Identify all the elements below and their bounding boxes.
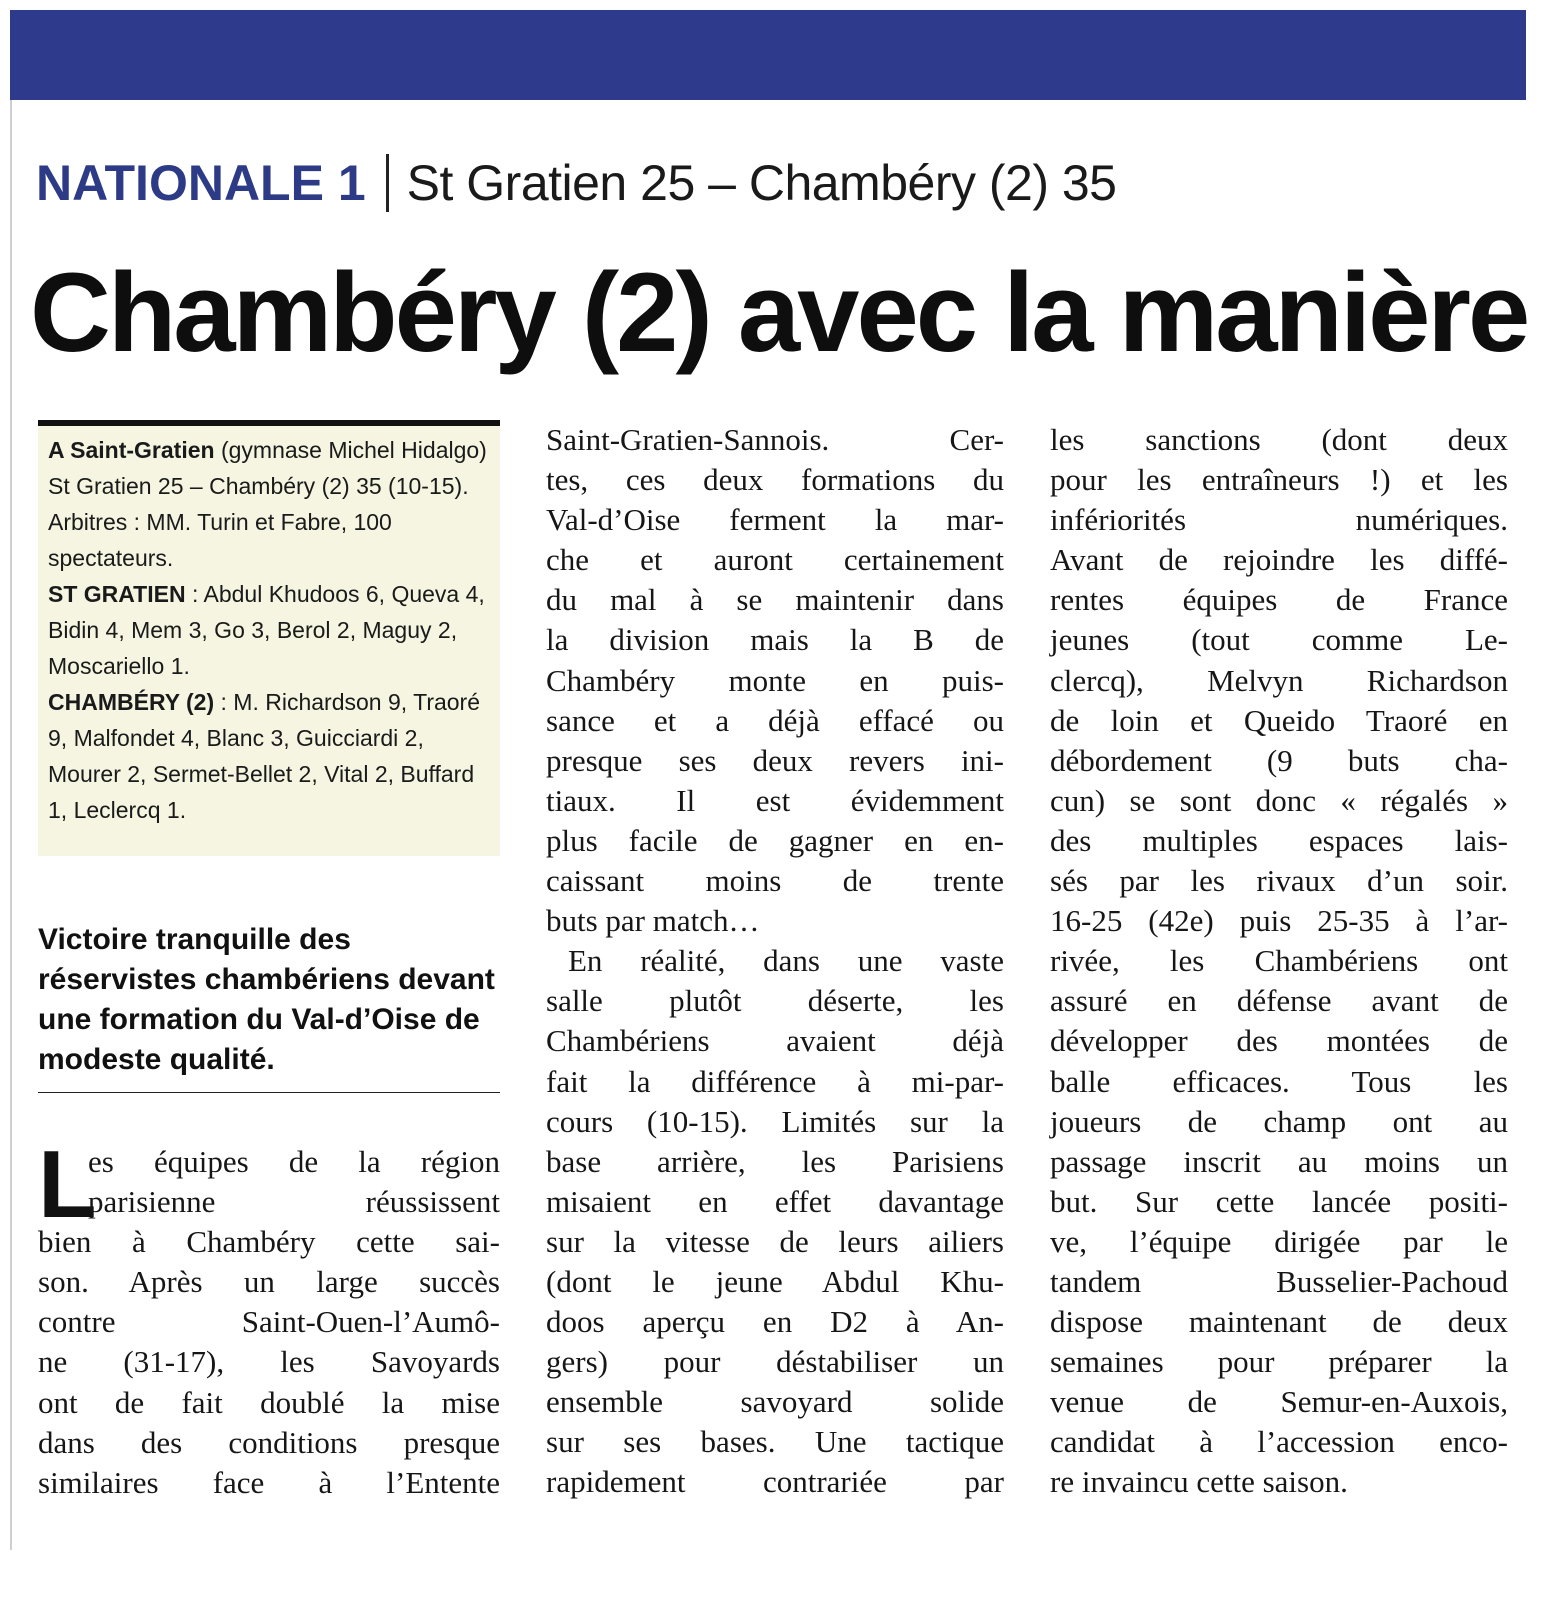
body-line: bien à Chambéry cette sai- [38, 1224, 500, 1260]
body-line: sur la vitesse de leurs ailiers [546, 1223, 1004, 1259]
body-line: tes, ces deux formations du [546, 462, 1004, 498]
body-line: tandem Busselier-Pachoud [1050, 1263, 1508, 1299]
lineup-venue [48, 432, 494, 576]
drop-cap: L [38, 1131, 97, 1238]
team2-label: CHAMBÉRY (2) [48, 689, 215, 715]
body-line: misaient en effet davantage [546, 1183, 1004, 1219]
body-line: caissant moins de trente [546, 863, 1004, 899]
body-line: similaires face à l’Entente [38, 1464, 500, 1500]
body-line: es équipes de la région [88, 1144, 500, 1179]
body-line: passage inscrit au moins un [1050, 1143, 1508, 1179]
body-line: cun) se sont donc « régalés » [1050, 782, 1508, 818]
body-line: Val-d’Oise ferment la mar- [546, 502, 1004, 538]
body-line: tiaux. Il est évidemment [546, 782, 1004, 818]
body-line: des multiples espaces lais- [1050, 822, 1508, 858]
body-line: but. Sur cette lancée positi- [1050, 1183, 1508, 1219]
body-line: Chambériens avaient déjà [546, 1023, 1004, 1059]
body-line: joueurs de champ ont au [1050, 1103, 1508, 1139]
body-line: plus facile de gagner en en- [546, 822, 1004, 858]
body-line: assuré en défense avant de [1050, 983, 1508, 1019]
body-column-2 [546, 420, 1004, 1503]
venue-label: A Saint-Gratien [48, 437, 215, 463]
body-line: sance et a déjà effacé ou [546, 702, 1004, 738]
team1-text: : Abdul Khudoos 6, Queva 4, Bidin 4, Mem 3, Go 3, Berol 2, Maguy 2, Moscariello 1. [48, 581, 485, 679]
body-line: rentes équipes de France [1050, 582, 1508, 618]
body-line: de loin et Queido Traoré en [1050, 702, 1508, 738]
body-line: salle plutôt déserte, les [546, 983, 1004, 1019]
body-line: pour les entraîneurs !) et les [1050, 462, 1508, 498]
body-line: développer des montées de [1050, 1023, 1508, 1059]
body-line: sur ses bases. Une tactique [546, 1424, 1004, 1460]
team2-text: : M. Richardson 9, Traoré 9, Malfondet 4, Blanc 3, Guicciardi 2, Mourer 2, Sermet-Bellet 2, Vital 2, Buffard 1, Leclercq 1. [48, 689, 481, 823]
body-line: son. Après un large succès [38, 1264, 500, 1300]
body-line: Saint-Gratien-Sannois. Cer- [546, 422, 1004, 457]
body-line: che et auront certainement [546, 542, 1004, 578]
body-line: les sanctions (dont deux [1050, 422, 1508, 457]
body-line: balle efficaces. Tous les [1050, 1063, 1508, 1099]
lineup-team1 [48, 576, 494, 684]
body-line: dans des conditions presque [38, 1424, 500, 1460]
body-line: parisienne réussissent [88, 1184, 500, 1220]
kicker-separator [386, 154, 389, 212]
headline: Chambéry (2) avec la manière [30, 250, 1528, 375]
body-line: gers) pour déstabiliser un [546, 1344, 1004, 1380]
body-line: re invaincu cette saison. [1050, 1464, 1348, 1500]
body-line: ensemble savoyard solide [546, 1384, 1004, 1420]
body-column-1 [38, 1131, 500, 1503]
body-line: sés par les rivaux d’un soir. [1050, 863, 1508, 899]
body-line: base arrière, les Parisiens [546, 1143, 1004, 1179]
body-line: cours (10-15). Limités sur la [546, 1103, 1004, 1139]
body-line: dispose maintenant de deux [1050, 1304, 1508, 1340]
body-line: du mal à se maintenir dans [546, 582, 1004, 618]
body-line: infériorités numériques. [1050, 502, 1508, 538]
body-line: fait la différence à mi-par- [546, 1063, 1004, 1099]
body-line: candidat à l’accession enco- [1050, 1424, 1508, 1460]
body-line: clercq), Melvyn Richardson [1050, 662, 1508, 698]
body-line: (dont le jeune Abdul Khu- [546, 1263, 1004, 1299]
deck-summary: Victoire tranquille des réservistes chambériens devant une formation du Val-d’Oise de modeste qualité. [38, 923, 495, 1076]
body-line: buts par match… [546, 903, 760, 939]
body-line: ont de fait doublé la mise [38, 1384, 500, 1420]
body-line: En réalité, dans une vaste [568, 943, 1004, 979]
body-line: contre Saint-Ouen-l’Aumô- [38, 1304, 500, 1340]
body-line: la division mais la B de [546, 622, 1004, 658]
team1-label: ST GRATIEN [48, 581, 186, 607]
body-line: ve, l’équipe dirigée par le [1050, 1223, 1508, 1259]
section-label: NATIONALE 1 [36, 155, 366, 211]
kicker [36, 148, 1116, 218]
lineup-text [48, 432, 494, 828]
body-line: venue de Semur-en-Auxois, [1050, 1384, 1508, 1420]
body-line: Avant de rejoindre les diffé- [1050, 542, 1508, 578]
body-line: rapidement contrariée par [546, 1464, 1004, 1500]
body-line: jeunes (tout comme Le- [1050, 622, 1508, 658]
body-line: semaines pour préparer la [1050, 1344, 1508, 1380]
body-line: Chambéry monte en puis- [546, 662, 1004, 698]
body-line: 16-25 (42e) puis 25-35 à l’ar- [1050, 903, 1508, 939]
score-line: St Gratien 25 – Chambéry (2) 35 [406, 155, 1117, 211]
body-line: rivée, les Chambériens ont [1050, 943, 1508, 979]
page-edge [10, 100, 12, 1550]
body-line: doos aperçu en D2 à An- [546, 1304, 1004, 1340]
body-line: presque ses deux revers ini- [546, 742, 1004, 778]
body-line: débordement (9 buts cha- [1050, 742, 1508, 778]
top-color-band [10, 10, 1526, 100]
venue-text: (gymnase Michel Hidalgo) St Gratien 25 – Chambéry (2) 35 (10-15). Arbitres : MM. Turin et Fabre, 100 spectateurs. [48, 437, 487, 571]
body-column-3 [1050, 420, 1508, 1503]
lineup-team2 [48, 684, 494, 828]
deck-rule [38, 1092, 500, 1093]
body-line: ne (31-17), les Savoyards [38, 1344, 500, 1380]
